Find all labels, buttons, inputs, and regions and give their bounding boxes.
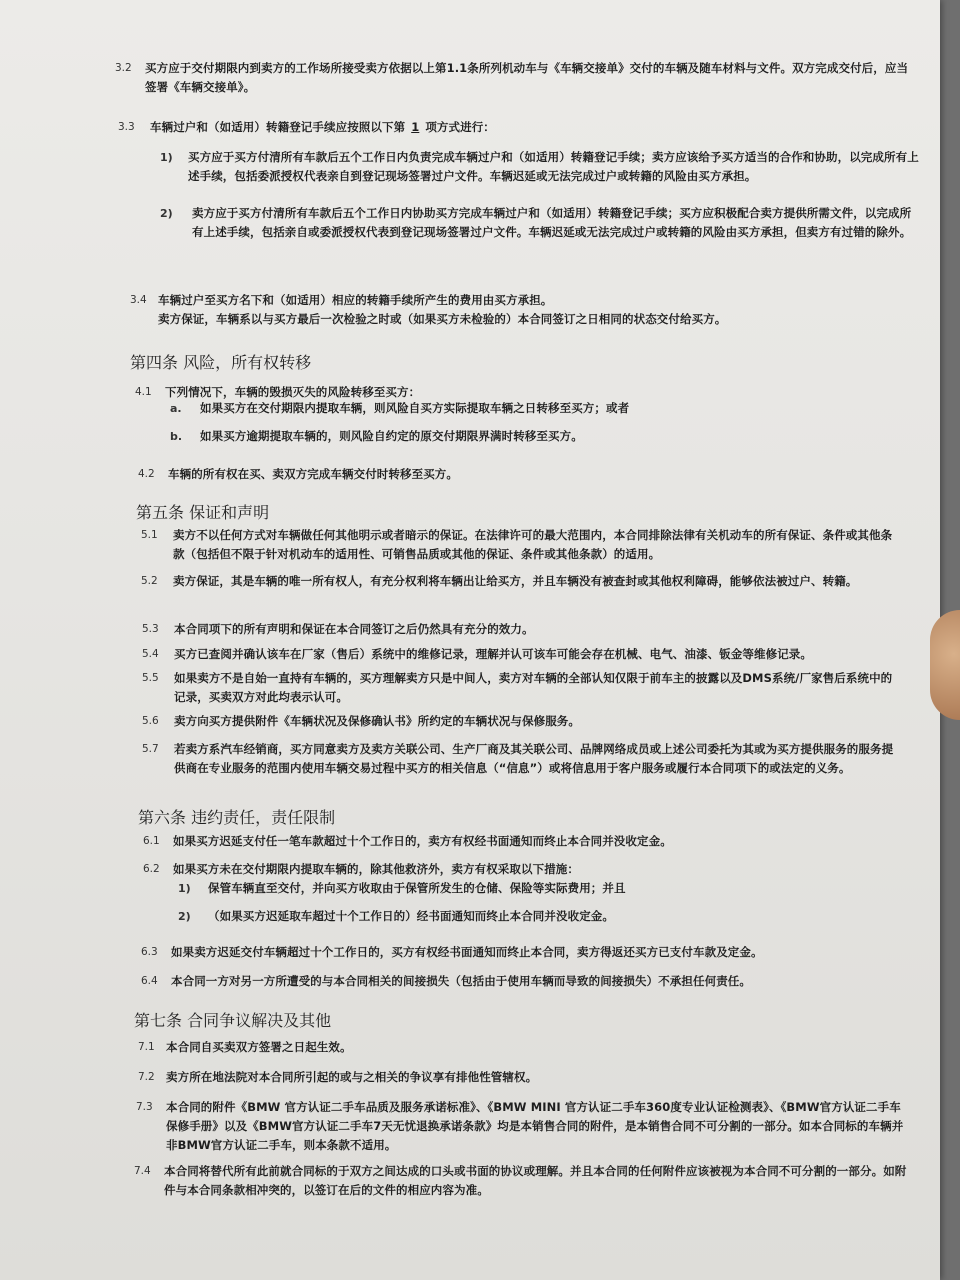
clause-5-2 <box>141 572 896 591</box>
clause-5-3 <box>142 620 897 639</box>
clause-5-6 <box>142 712 902 731</box>
clause-3-2 <box>115 59 915 97</box>
clause-number: 7.4 <box>134 1165 151 1177</box>
clause-text: 车辆的所有权在买、卖双方完成车辆交付时转移至买方。 <box>168 467 458 481</box>
clause-text: 如果买方未在交付期限内提取车辆的，除其他救济外，卖方有权采取以下措施： <box>173 862 579 876</box>
clause-text: 如果卖方迟延交付车辆超过十个工作日的，买方有权经书面通知而终止本合同，卖方得返还买方已支付车款及定金。 <box>171 945 763 959</box>
clause-number: 6.1 <box>143 835 160 847</box>
clause-5-4 <box>142 645 902 664</box>
item-marker: a. <box>170 402 182 415</box>
section-title-6: 第六条 违约责任，责任限制 <box>138 808 336 827</box>
clause-text: 卖方向买方提供附件《车辆状况及保修确认书》所约定的车辆状况与保修服务。 <box>174 714 580 728</box>
clause-6-2-item-2 <box>178 907 898 926</box>
clause-number: 5.4 <box>142 648 159 660</box>
item-marker: 2) <box>178 910 191 923</box>
clause-text: 若卖方系汽车经销商，买方同意卖方及卖方关联公司、生产厂商及其关联公司、品牌网络成员或上述公司委托为其或为买方提供服务的服务提供商在专业服务的范围内使用车辆交易过程中买方的相关信息（“信息”）或将信息用于客户服务或履行本合同项下的或法定的义务。 <box>174 742 894 775</box>
clause-4-1-item-b <box>170 427 910 446</box>
clause-6-3 <box>141 943 901 962</box>
clause-text: 车辆过户至买方名下和（如适用）相应的转籍手续所产生的费用由买方承担。 <box>158 293 553 307</box>
clause-text: 本合同一方对另一方所遭受的与本合同相关的间接损失（包括由于使用车辆而导致的间接损失）不承担任何责任。 <box>171 974 751 988</box>
clause-5-7 <box>142 740 902 778</box>
item-text: 保管车辆直至交付，并向买方收取由于保管所发生的仓储、保险等实际费用；并且 <box>208 881 626 895</box>
clause-7-4 <box>134 1162 914 1200</box>
section-title-5: 第五条 保证和声明 <box>136 503 270 522</box>
clause-number: 6.2 <box>143 863 160 875</box>
clause-number: 5.3 <box>142 623 159 635</box>
clause-number: 5.6 <box>142 715 159 727</box>
item-text: 买方应于买方付清所有车款后五个工作日内负责完成车辆过户和（如适用）转籍登记手续；卖方应该给予买方适当的合作和协助，以完成所有上述手续，包括委派授权代表亲自到登记现场签署过户文件。车辆迟延或无法完成过户或转籍的风险由买方承担。 <box>188 150 919 183</box>
clause-5-1 <box>141 526 896 564</box>
clause-text: 本合同自买卖双方签署之日起生效。 <box>166 1040 352 1054</box>
clause-number: 5.5 <box>142 672 159 684</box>
section-title-7: 第七条 合同争议解决及其他 <box>134 1011 332 1030</box>
clause-6-2 <box>143 860 903 879</box>
clause-text <box>118 118 918 137</box>
clause-7-1 <box>138 1038 908 1057</box>
clause-text: 卖方保证，其是车辆的唯一所有权人，有充分权利将车辆出让给买方，并且车辆没有被查封或其他权利障碍，能够依法被过户、转籍。 <box>173 574 858 588</box>
clause-number: 3.4 <box>130 294 147 306</box>
clause-text: 卖方所在地法院对本合同所引起的或与之相关的争议享有排他性管辖权。 <box>166 1070 538 1084</box>
clause-number: 5.7 <box>142 743 159 755</box>
clause-text: 买方应于交付期限内到卖方的工作场所接受卖方依据以上第1.1条所列机动车与《车辆交接单》交付的车辆及随车材料与文件。双方完成交付后，应当签署《车辆交接单》。 <box>145 61 909 94</box>
clause-7-2 <box>138 1068 908 1087</box>
clause-number: 7.1 <box>138 1041 155 1053</box>
clause-number: 5.1 <box>141 529 158 541</box>
clause-number: 5.2 <box>141 575 158 587</box>
clause-number: 7.2 <box>138 1071 155 1083</box>
clause-text: 卖方不以任何方式对车辆做任何其他明示或者暗示的保证。在法律许可的最大范围内，本合同排除法律有关机动车的所有保证、条件或其他条款（包括但不限于针对机动车的适用性、可销售品质或其他的保证、条件或其他条款）的适用。 <box>173 528 893 561</box>
item-marker: 1) <box>178 882 191 895</box>
clause-3-4 <box>130 291 920 329</box>
item-marker: 1) <box>160 151 173 164</box>
item-text: （如果买方迟延取车超过十个工作日的）经书面通知而终止本合同并没收定金。 <box>208 909 614 923</box>
clause-text-post: 项方式进行： <box>425 120 495 134</box>
clause-text: 卖方保证，车辆系以与买方最后一次检验之时或（如果买方未检验的）本合同签订之日相同的状态交付给买方。 <box>158 312 727 326</box>
clause-text-pre: 车辆过户和（如适用）转籍登记手续应按照以下第 <box>150 120 406 134</box>
clause-6-2-item-1 <box>178 879 898 898</box>
item-text: 如果买方逾期提取车辆的，则风险自约定的原交付期限界满时转移至买方。 <box>200 429 583 443</box>
clause-5-5 <box>142 669 902 707</box>
clause-7-3 <box>136 1098 912 1155</box>
clause-6-4 <box>141 972 901 991</box>
clause-text: 买方已查阅并确认该车在厂家（售后）系统中的维修记录，理解并认可该车可能会存在机械、电气、油漆、钣金等维修记录。 <box>174 647 812 661</box>
method-choice: 1 <box>411 120 420 134</box>
clause-number: 3.3 <box>118 121 135 133</box>
item-marker: 2) <box>160 207 173 220</box>
clause-text: 本合同项下的所有声明和保证在本合同签订之后仍然具有充分的效力。 <box>174 622 534 636</box>
clause-number: 6.4 <box>141 975 158 987</box>
item-text: 如果买方在交付期限内提取车辆，则风险自买方实际提取车辆之日转移至买方；或者 <box>200 401 630 415</box>
clause-4-1-item-a <box>170 399 910 418</box>
clause-3-3 <box>118 118 918 137</box>
clause-number: 3.2 <box>115 62 132 74</box>
clause-3-3-item-2 <box>160 204 920 242</box>
clause-6-1 <box>143 832 903 851</box>
clause-text: 下列情况下，车辆的毁损灭失的风险转移至买方： <box>165 385 421 399</box>
clause-number: 4.2 <box>138 468 155 480</box>
clause-text: 本合同将替代所有此前就合同标的于双方之间达成的口头或书面的协议或理解。并且本合同的任何附件应该被视为本合同不可分割的一部分。如附件与本合同条款相冲突的，以签订在后的文件的相应内容为准。 <box>164 1164 907 1197</box>
clause-number: 6.3 <box>141 946 158 958</box>
clause-3-3-item-1 <box>160 148 920 186</box>
clause-number: 7.3 <box>136 1101 153 1113</box>
clause-number: 4.1 <box>135 386 152 398</box>
item-marker: b. <box>170 430 183 443</box>
clause-text: 如果买方迟延支付任一笔车款超过十个工作日的，卖方有权经书面通知而终止本合同并没收定金。 <box>173 834 672 848</box>
section-title-4: 第四条 风险，所有权转移 <box>130 353 312 372</box>
item-text: 卖方应于买方付清所有车款后五个工作日内协助买方完成车辆过户和（如适用）转籍登记手续；买方应积极配合卖方提供所需文件，以完成所有上述手续，包括亲自或委派授权代表到登记现场签署过户文件。车辆迟延或无法完成过户或转籍的风险由买方承担，但卖方有过错的除外。 <box>192 206 912 239</box>
clause-text: 如果卖方不是自始一直持有车辆的，买方理解卖方只是中间人，卖方对车辆的全部认知仅限于前车主的披露以及DMS系统/厂家售后系统中的记录，买卖双方对此均表示认可。 <box>174 671 893 704</box>
clause-text: 本合同的附件《BMW 官方认证二手车品质及服务承诺标准》、《BMW MINI 官方认证二手车360度专业认证检测表》、《BMW官方认证二手车保修手册》以及《BMW官方认证二手车7天无忧退换承诺条款》均是本销售合同的附件，是本销售合同不可分割的一部分。如本合同标的车辆并非BMW官方认证二手车，则本条款不适用。 <box>166 1100 904 1152</box>
clause-4-2 <box>138 465 918 484</box>
